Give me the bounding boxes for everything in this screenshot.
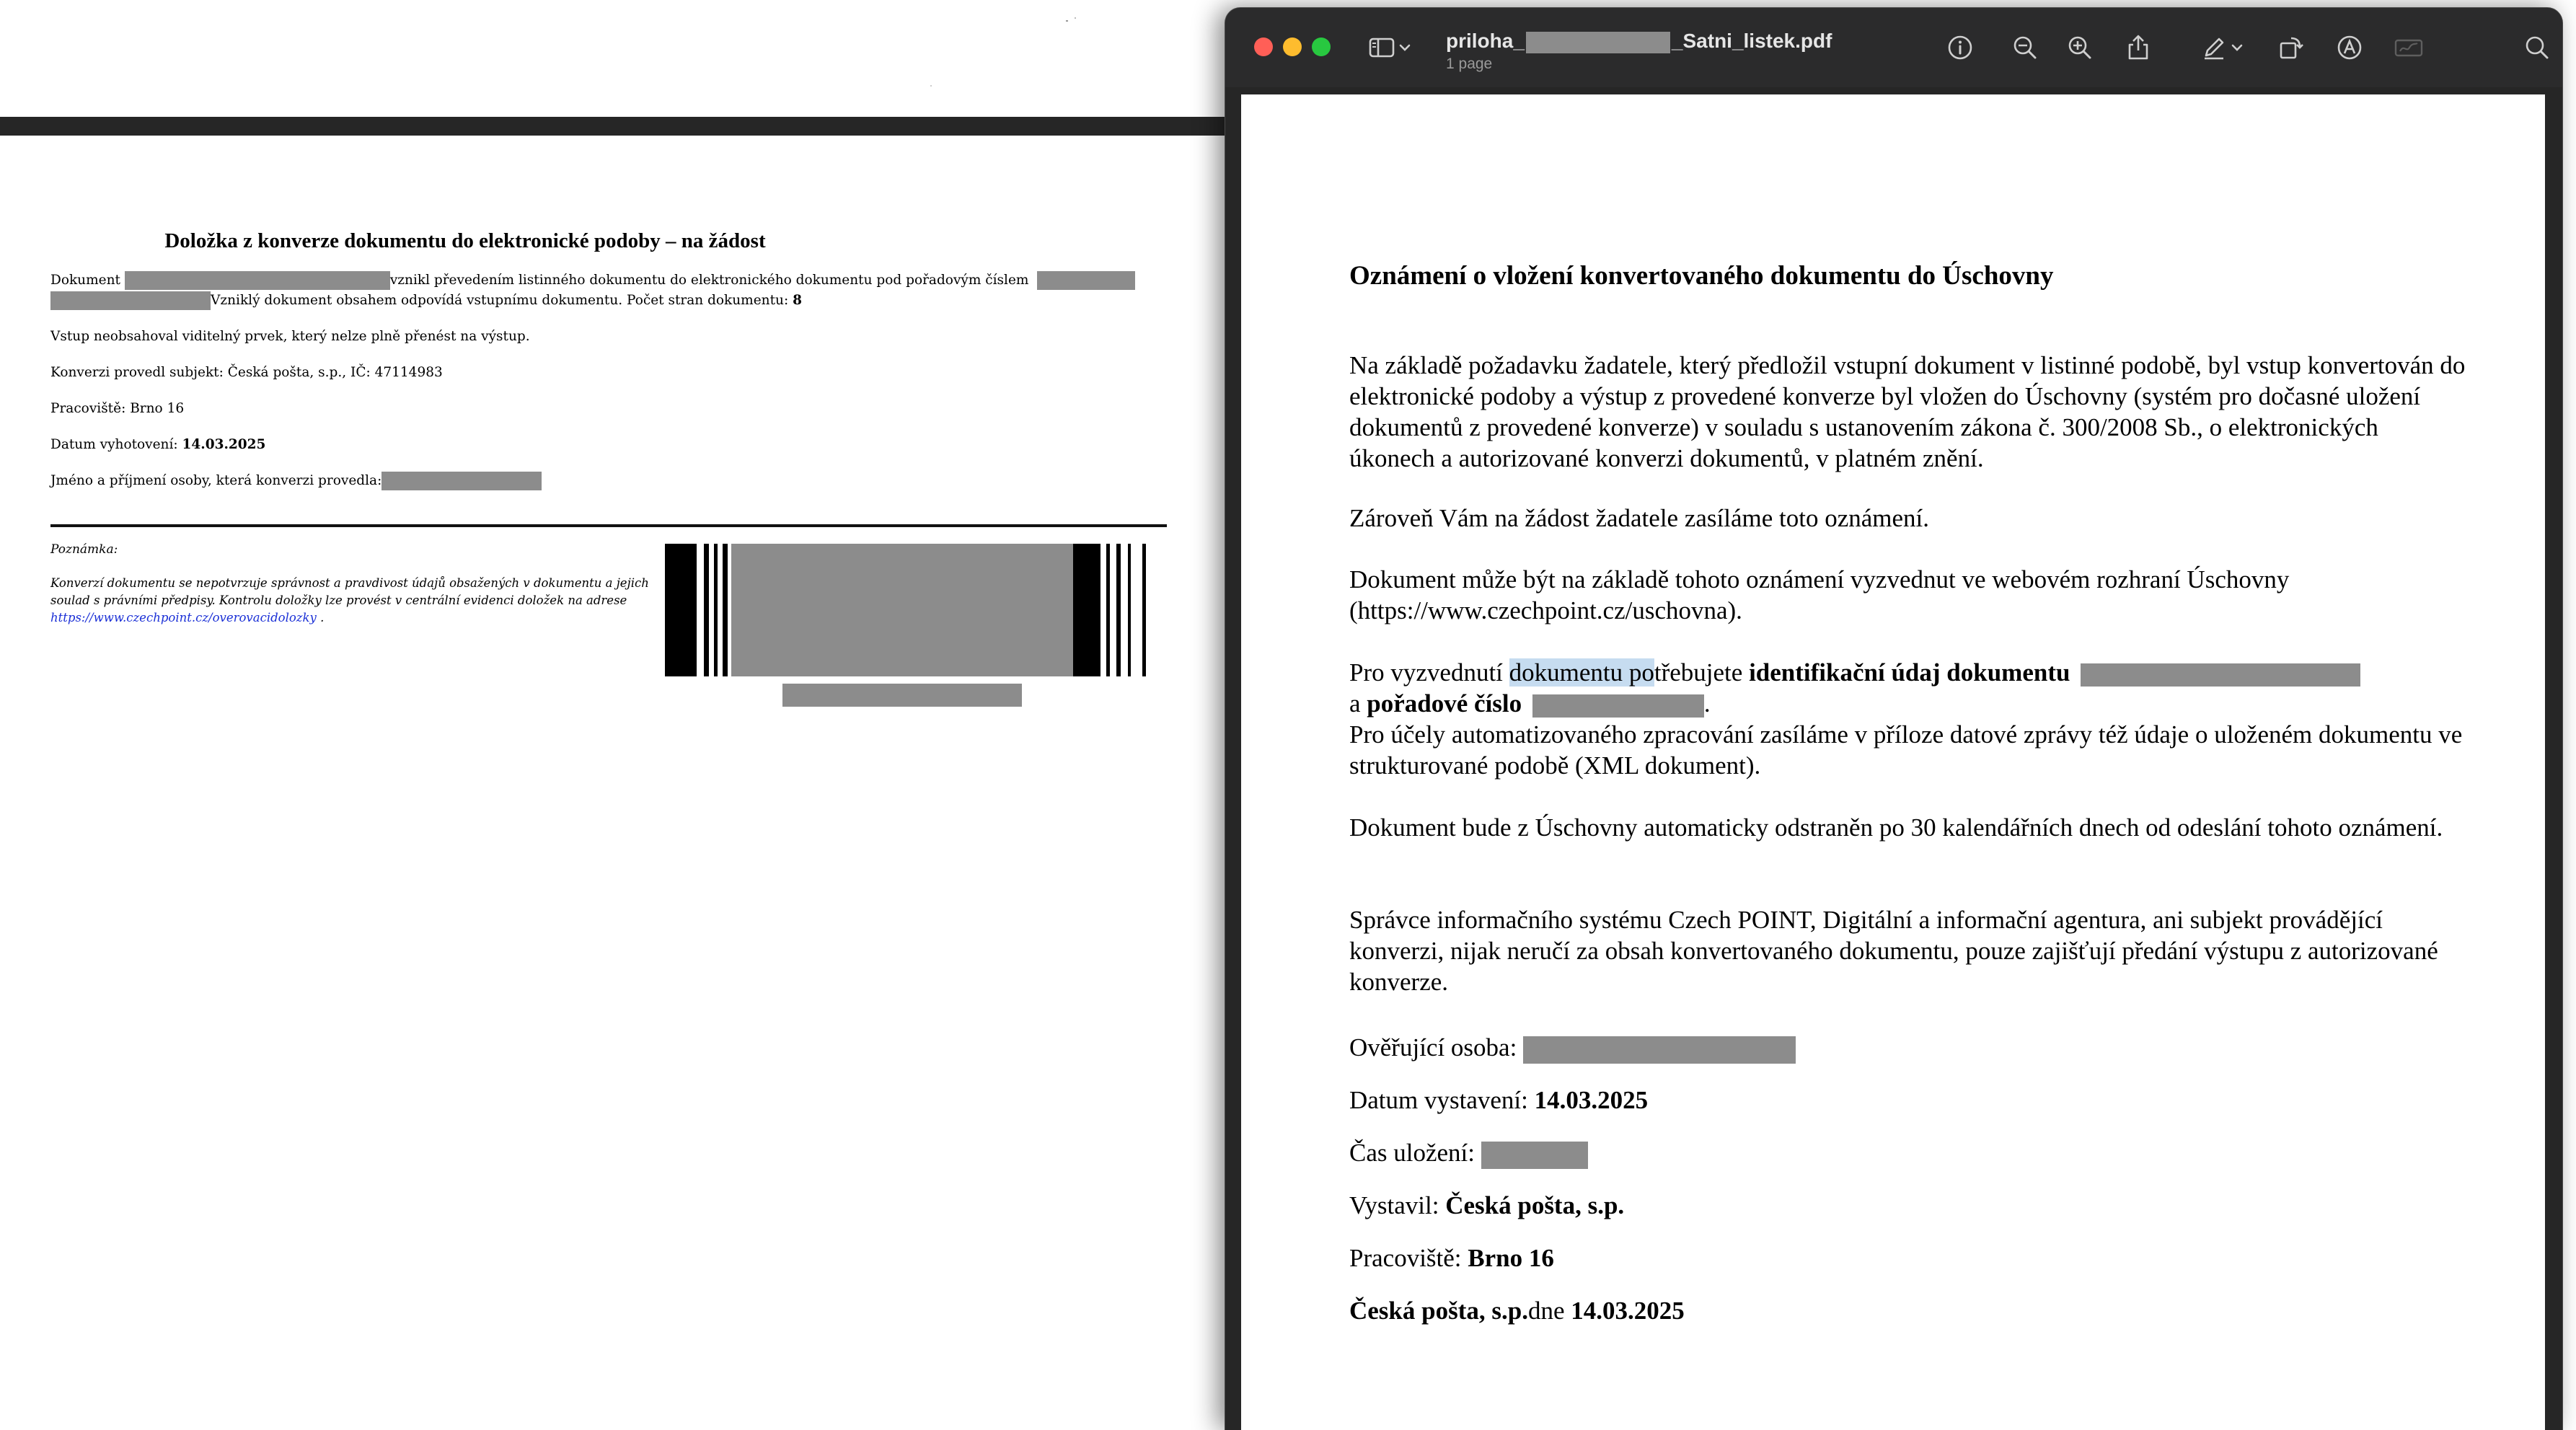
scan-speck — [1066, 20, 1068, 22]
verification-link[interactable]: https://www.czechpoint.cz/overovacidolozky — [50, 611, 317, 624]
document-title: priloha_ _Satni_listek.pdf — [1446, 30, 1832, 52]
redaction-block — [2081, 663, 2360, 687]
note-heading: Poznámka: — [50, 542, 118, 557]
paragraph: Dokument bude z Úschovny automaticky odstraněn po 30 kalendářních dnech od odeslání tohoto oznámení. — [1349, 813, 2443, 842]
converting-person: Jméno a příjmení osoby, která konverzi provedla: — [50, 470, 542, 492]
markup-pen-icon[interactable] — [2199, 32, 2229, 63]
barcode — [665, 544, 1148, 676]
sidebar-icon[interactable] — [1367, 32, 1397, 63]
background-document — [0, 0, 1226, 1429]
redaction-block — [1523, 1036, 1796, 1064]
share-icon[interactable] — [2123, 32, 2153, 63]
pickup-paragraph: Pro vyzvednutí dokumentu potřebujete identifikační údaj dokumentu a pořadové číslo . Pro účely automatizovaného zpracování zasíláme v příloze datové zprávy též údaje o uloženém dokumentu ve strukturované podobě (XML dokument). — [1349, 658, 2463, 780]
scan-speck — [1075, 17, 1076, 19]
chevron-down-icon[interactable] — [1395, 32, 1414, 63]
pdf-page[interactable] — [1241, 94, 2545, 1430]
page-heading: Oznámení o vložení konvertovaného dokumentu do Úschovny — [1349, 261, 2054, 291]
zoom-out-icon[interactable] — [2010, 32, 2040, 63]
storage-time: Čas uložení: — [1349, 1137, 1588, 1169]
text-selection[interactable]: dokumentu po — [1509, 658, 1654, 687]
preview-window[interactable] — [1225, 7, 2563, 1430]
paragraph: Zároveň Vám na žádost žadatele zasíláme toto oznámení. — [1349, 504, 1930, 532]
zoom-window-button[interactable] — [1312, 37, 1331, 56]
issue-date: Datum vystavení: 14.03.2025 — [1349, 1086, 1649, 1114]
visible-element-note: Vstup neobsahoval viditelný prvek, který nelze plně přenést na výstup. — [50, 329, 530, 344]
workplace: Pracoviště: Brno 16 — [50, 401, 185, 416]
paragraph: Dokument může být na základě tohoto oznámení vyzvednut ve webovém rozhraní Úschovny (https://www.czechpoint.cz/uschovna). — [1349, 565, 2290, 624]
note-text: Konverzí dokumentu se nepotvrzuje správnost a pravdivost údajů obsažených v dokumentu a jejich soulad s právními předpisy. Kontrolu doložky lze provést v centrální evidenci doložek na adrese https://www.czechpoint.cz/overovacidolozky . — [50, 576, 649, 624]
issued-by: Vystavil: Česká pošta, s.p. — [1349, 1191, 1625, 1219]
doc-line-2: Vzniklý dokument obsahem odpovídá vstupnímu dokumentu. Počet stran dokumentu: 8 — [50, 290, 802, 312]
minimize-window-button[interactable] — [1283, 37, 1302, 56]
rotate-icon[interactable] — [2275, 32, 2306, 63]
chevron-down-icon[interactable] — [2228, 32, 2246, 63]
divider — [50, 524, 1167, 527]
signature-icon[interactable] — [2394, 32, 2424, 63]
redaction-block — [1481, 1142, 1588, 1169]
paragraph: Na základě požadavku žadatele, který předložil vstupní dokument v listinné podobě, byl vstup konvertován do elektronické podoby a výstup z provedené konverze byl vložen do Úschovny (systém pro dočasné uložení dokumentů z provedené konverze) v souladu s ustanovením zákona č. 300/2008 Sb., o elektronických úkonech a autorizované konverzi dokumentů, v platném znění. — [1349, 351, 2466, 472]
redaction-block — [782, 684, 1022, 707]
window-toolbar — [1225, 8, 2562, 87]
redaction-block — [50, 291, 211, 310]
doc-line-1: Dokument vznikl převedením listinného dokumentu do elektronického dokumentu pod pořadovým číslem — [50, 270, 1135, 291]
search-icon[interactable] — [2522, 32, 2552, 63]
close-window-button[interactable] — [1254, 37, 1273, 56]
scan-speck — [930, 85, 932, 87]
redaction-block — [1526, 32, 1670, 53]
page-count: 1 page — [1446, 56, 1493, 72]
zoom-in-icon[interactable] — [2065, 32, 2095, 63]
date-of-issue: Datum vyhotovení: 14.03.2025 — [50, 437, 266, 452]
conversion-by: Konverzi provedl subjekt: Česká pošta, s.p., IČ: 47114983 — [50, 365, 443, 380]
paragraph: Správce informačního systému Czech POINT, Digitální a informační agentura, ani subjekt provádějící konverzi, nijak neručí za obsah konvertovaného dokumentu, pouze zajišťují předání výstupu z autorizované konverze. — [1349, 906, 2438, 996]
workplace: Pracoviště: Brno 16 — [1349, 1244, 1554, 1272]
verifying-person: Ověřující osoba: — [1349, 1032, 1796, 1064]
redaction-block — [125, 271, 390, 290]
annotate-icon[interactable] — [2334, 32, 2365, 63]
page-separator-bar — [0, 117, 1226, 136]
doc-title: Doložka z konverze dokumentu do elektronické podoby – na žádost — [164, 229, 766, 252]
redaction-block — [1037, 271, 1135, 290]
signature-line: Česká pošta, s.p.dne 14.03.2025 — [1349, 1297, 1685, 1325]
redaction-block — [1532, 694, 1704, 718]
redaction-block — [381, 472, 542, 490]
info-icon[interactable] — [1945, 32, 1975, 63]
